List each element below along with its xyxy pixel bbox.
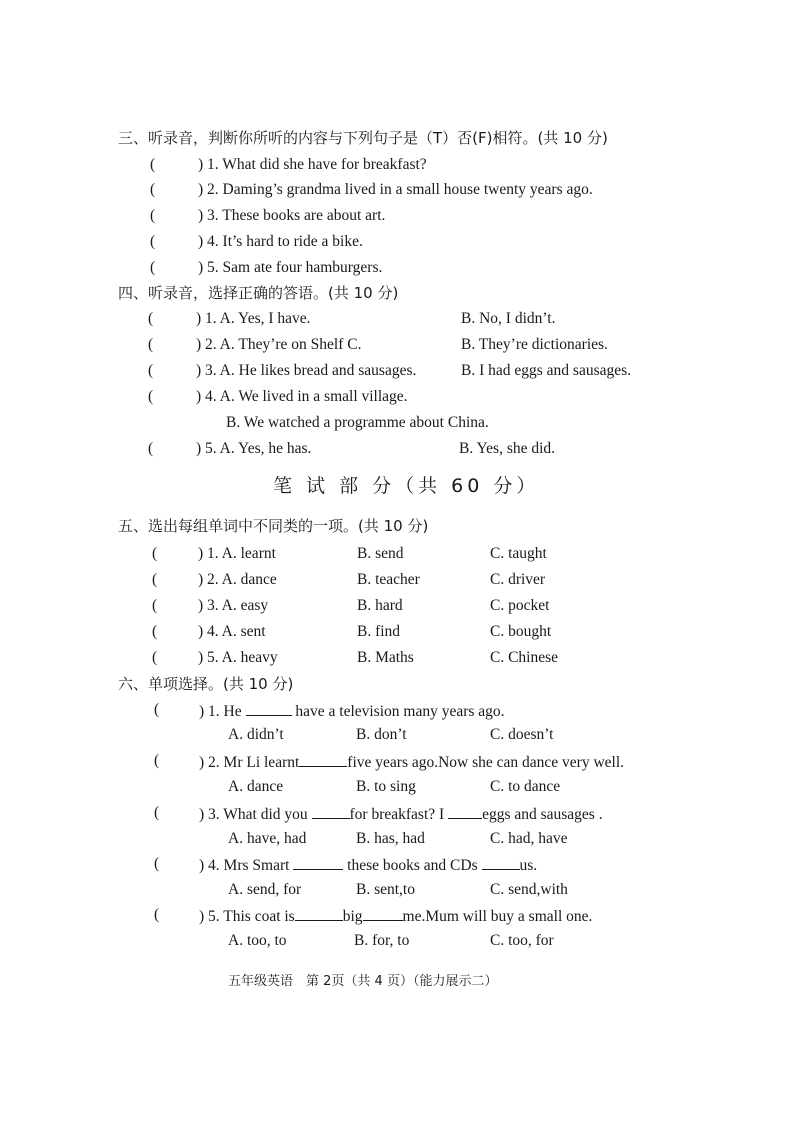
option-c: C. had, have (490, 830, 568, 847)
option-b: B. No, I didn’t. (461, 310, 556, 327)
answer-paren[interactable]: ( (152, 649, 158, 666)
answer-paren[interactable]: ( (150, 181, 156, 198)
question-text: eggs and sausages . (482, 806, 603, 823)
option-a: A. have, had (228, 830, 307, 847)
option-a: A. too, to (228, 932, 287, 949)
list-item (152, 570, 277, 590)
list-item (148, 387, 408, 407)
item-text: ) 2. Daming’s grandma lived in a small house twenty years ago. (198, 181, 593, 198)
item-text: ) 4. A. We lived in a small village. (196, 388, 408, 405)
item-text: ) 5. Sam ate four hamburgers. (198, 259, 383, 276)
question-text: ) 5. This coat is (199, 908, 295, 925)
answer-blank[interactable] (246, 700, 292, 716)
list-item (148, 361, 417, 381)
option-b: B. sent,to (356, 881, 415, 898)
list-item (150, 206, 386, 226)
option-b: B. find (357, 623, 401, 640)
item-text: ) 1. A. Yes, I have. (196, 310, 311, 327)
question-text: for breakfast? I (349, 806, 449, 823)
answer-blank[interactable] (299, 751, 347, 767)
answer-paren[interactable]: ( (150, 207, 156, 224)
answer-paren[interactable]: ( (154, 906, 160, 923)
option-a: A. didn’t (228, 726, 284, 743)
option-c: C. doesn’t (490, 726, 554, 743)
option-b: B. for, to (354, 932, 410, 949)
option-b: B. teacher (357, 571, 420, 588)
option-c: C. to dance (490, 778, 561, 795)
option-b: B. They’re dictionaries. (461, 336, 608, 353)
answer-blank[interactable] (293, 854, 343, 870)
option-b: B. don’t (356, 726, 407, 743)
option-c: C. taught (490, 545, 547, 562)
option-a: A. dance (228, 778, 284, 795)
item-text: ) 1. What did she have for breakfast? (198, 156, 427, 173)
option-b: B. Maths (357, 649, 414, 666)
option-b: B. to sing (356, 778, 416, 795)
list-item (154, 854, 538, 874)
answer-paren[interactable]: ( (154, 752, 160, 769)
question-text: ) 2. Mr Li learnt (199, 754, 300, 771)
section5-heading: 五、选出每组单词中不同类的一项。(共 10 分) (118, 517, 429, 535)
item-text: ) 1. A. learnt (198, 545, 276, 562)
item-text: ) 3. A. He likes bread and sausages. (196, 362, 417, 379)
option-c: C. bought (490, 623, 552, 640)
answer-paren[interactable]: ( (148, 388, 154, 405)
answer-paren[interactable]: ( (148, 336, 154, 353)
answer-paren[interactable]: ( (154, 804, 160, 821)
option-c: C. driver (490, 571, 546, 588)
answer-blank[interactable] (448, 803, 482, 819)
option-c: C. send,with (490, 881, 568, 898)
item-text: ) 5. A. heavy (198, 649, 278, 666)
answer-paren[interactable]: ( (152, 623, 158, 640)
item-text: ) 4. It’s hard to ride a bike. (198, 233, 363, 250)
question-text: us. (519, 857, 538, 874)
option-c: C. Chinese (490, 649, 559, 666)
list-item (152, 648, 278, 668)
answer-paren[interactable]: ( (152, 571, 158, 588)
option-a: A. send, for (228, 881, 302, 898)
answer-blank[interactable] (363, 905, 403, 921)
option-b: B. I had eggs and sausages. (461, 362, 632, 379)
list-item (154, 803, 603, 823)
question-text: ) 4. Mrs Smart (199, 857, 294, 874)
answer-paren[interactable]: ( (154, 855, 160, 872)
option-b: B. send (357, 545, 404, 562)
answer-paren[interactable]: ( (150, 233, 156, 250)
item-text: ) 4. A. sent (198, 623, 266, 640)
question-text: ) 1. He (199, 703, 246, 720)
question-text: five years ago.Now she can dance very well. (347, 754, 625, 771)
answer-paren[interactable]: ( (148, 362, 154, 379)
section6-heading: 六、单项选择。(共 10 分) (118, 675, 294, 693)
answer-blank[interactable] (312, 803, 350, 819)
list-item (152, 544, 276, 564)
answer-paren[interactable]: ( (150, 156, 156, 173)
list-item (148, 335, 362, 355)
option-c: C. pocket (490, 597, 550, 614)
question-text: ) 3. What did you (199, 806, 312, 823)
option-b: B. Yes, she did. (459, 440, 556, 457)
option-b: B. hard (357, 597, 403, 614)
list-item (152, 622, 266, 642)
answer-paren[interactable]: ( (154, 701, 160, 718)
list-item (154, 905, 593, 925)
section3-heading: 三、听录音，判断你所听的内容与下列句子是（T）否(F)相符。(共 10 分) (118, 129, 608, 147)
answer-blank[interactable] (295, 905, 343, 921)
list-item (150, 155, 427, 175)
list-item (148, 439, 312, 459)
option-c: C. too, for (490, 932, 554, 949)
item-text: ) 5. A. Yes, he has. (196, 440, 312, 457)
list-item (150, 232, 363, 252)
answer-paren[interactable]: ( (148, 440, 154, 457)
question-text: these books and CDs (343, 857, 482, 874)
answer-paren[interactable]: ( (150, 259, 156, 276)
item-text: ) 2. A. dance (198, 571, 277, 588)
question-text: big (342, 908, 363, 925)
item-text: ) 3. A. easy (198, 597, 269, 614)
item-text: ) 3. These books are about art. (198, 207, 386, 224)
list-item (150, 180, 593, 200)
question-text: have a television many years ago. (291, 703, 505, 720)
page-footer: 五年级英语 第 2页（共 4 页）（能力展示二） (228, 974, 498, 989)
section4-heading: 四、听录音，选择正确的答语。(共 10 分) (118, 284, 399, 302)
answer-paren[interactable]: ( (152, 545, 158, 562)
option-b: B. has, had (356, 830, 425, 847)
answer-blank[interactable] (482, 854, 520, 870)
answer-paren[interactable]: ( (148, 310, 154, 327)
list-item (148, 309, 311, 329)
part-title: 笔 试 部 分（共 60 分） (273, 475, 540, 497)
list-item (150, 258, 383, 278)
list-item (154, 700, 505, 720)
answer-paren[interactable]: ( (152, 597, 158, 614)
option-b: B. We watched a programme about China. (226, 414, 489, 431)
item-text: ) 2. A. They’re on Shelf C. (196, 336, 362, 353)
question-text: me.Mum will buy a small one. (402, 908, 593, 925)
list-item (152, 596, 269, 616)
list-item (154, 751, 625, 771)
